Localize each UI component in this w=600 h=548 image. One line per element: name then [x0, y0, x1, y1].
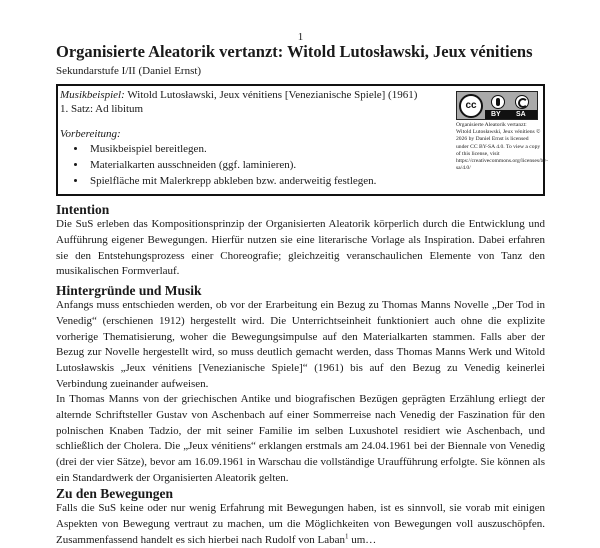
- paragraph-bewegungen-end: um…: [348, 533, 377, 546]
- heading-bewegungen: Zu den Bewegungen: [56, 486, 174, 501]
- paragraph-hintergrund-1: Anfangs muss entschieden werden, ob vor der Erarbeitung ein Bezug zu Thomas Manns Novelle „Der Tod in Venedig“ (erschienen 1912) hergestellt wird. Die Unterrichtseinheit funktioniert auch ohne die explizite vorherige Thematisierung, woher die Bewegungsimpulse auf den Materialkarten stammen. Falls aber der Bezug zur Novelle hergestellt wird, so muss deutlich gemacht werden, dass Thomas Manns Werk und Witold Lutosławskis „Jeux vénitiens [Venezianische Spiele]“ (1961) bis auf den Bezug zu Venedig keinerlei Verbindung zueinander aufweisen.: [56, 299, 545, 390]
- license-band: [485, 110, 537, 119]
- musikbeispiel-label: Musikbeispiel:: [60, 89, 125, 101]
- sa-label: SA: [516, 111, 526, 118]
- paragraph-intention: Die SuS erleben das Kompositionsprinzip der Organisierten Aleatorik körperlich durch die Entwicklung und Aufführung eigener Bewegungen. Hierfür nutzen sie eine literarische Vorlage als Inspiration. Dabei erfahren sie den Entstehungsprozess einer Choreografie; gleichzeitig veranschaulichen Elemente von Tanz den musikalischen Formverlauf.: [56, 218, 545, 278]
- info-box: [56, 84, 549, 196]
- paragraph-hintergrund-2: In Thomas Manns von der griechischen Antike und biografischen Bezügen geprägten Erzählung erliegt der alternde Schriftsteller Gustav von Aschenbach auf einer Sommerreise nach Venedig der Faszination für den polnischen Knaben Tadzio, der mit seiner Familie im selben Luxushotel residiert wie Aschenbach, und schließlich der Cholera. Die „Jeux vénitiens“ erklangen erstmals am 24.04.1961 bei der Biennale von Venedig (drei der vier Sätze), bevor am 16.09.1961 in Warschau die vollständige Uraufführung erfolgte. Sie können als ein Standardwerk der Organisierten Aleatorik gelten.: [56, 393, 545, 484]
- page-title: Organisierte Aleatorik vertanzt: Witold Lutosławski, Jeux vénitiens: [56, 42, 533, 61]
- paragraph-bewegungen-text: Falls die SuS keine oder nur wenig Erfahrung mit Bewegungen haben, ist es sinnvoll, sie vorab mit einigen Aspekten von Bewegung vertraut zu machen, um die Möglichkeiten von Bewegungen voll auszuschöpfen. Zusammenfassend handelt es sich hierbei nach Rudolf von Laban: [56, 502, 545, 546]
- heading-hintergruende: Hintergründe und Musik: [56, 283, 202, 298]
- musikbeispiel-line: [60, 88, 445, 102]
- list-item: • Spielfläche mit Malerkrepp abkleben bzw. anderweitig festlegen.: [87, 173, 445, 189]
- by-label: BY: [491, 111, 501, 118]
- heading-intention: Intention: [56, 202, 110, 217]
- musikbeispiel-text: Witold Lutosławski, Jeux vénitiens [Venezianische Spiele] (1961): [124, 89, 418, 101]
- satz-line: 1. Satz: Ad libitum: [60, 103, 144, 116]
- license-text: Organisierte Aleatorik vertanzt: Witold Lutosławski, Jeux vénitiens © 2026 by Daniel Ernst is licensed under CC BY-SA 4.0. To view a copy of this license, visit https://creativecommons.org/licenses/by-sa/4.0/: [456, 122, 549, 172]
- share-alike-icon: [515, 95, 529, 109]
- list-item: • Materialkarten ausschneiden (ggf. laminieren).: [87, 157, 445, 173]
- vorbereitung-list: [60, 141, 445, 189]
- footnote-mark[interactable]: 1: [344, 531, 349, 540]
- list-item: • Musikbeispiel bereitlegen.: [87, 141, 445, 157]
- cc-license-badge[interactable]: [456, 91, 538, 120]
- attribution-icon: [491, 95, 505, 109]
- vorbereitung-label: Vorbereitung:: [60, 127, 121, 140]
- page-number: 1: [297, 31, 304, 43]
- cc-icon: cc: [459, 94, 483, 118]
- paragraph-bewegungen: [56, 501, 545, 548]
- page-subtitle: Sekundarstufe I/II (Daniel Ernst): [56, 65, 202, 77]
- info-box-content: [60, 88, 445, 189]
